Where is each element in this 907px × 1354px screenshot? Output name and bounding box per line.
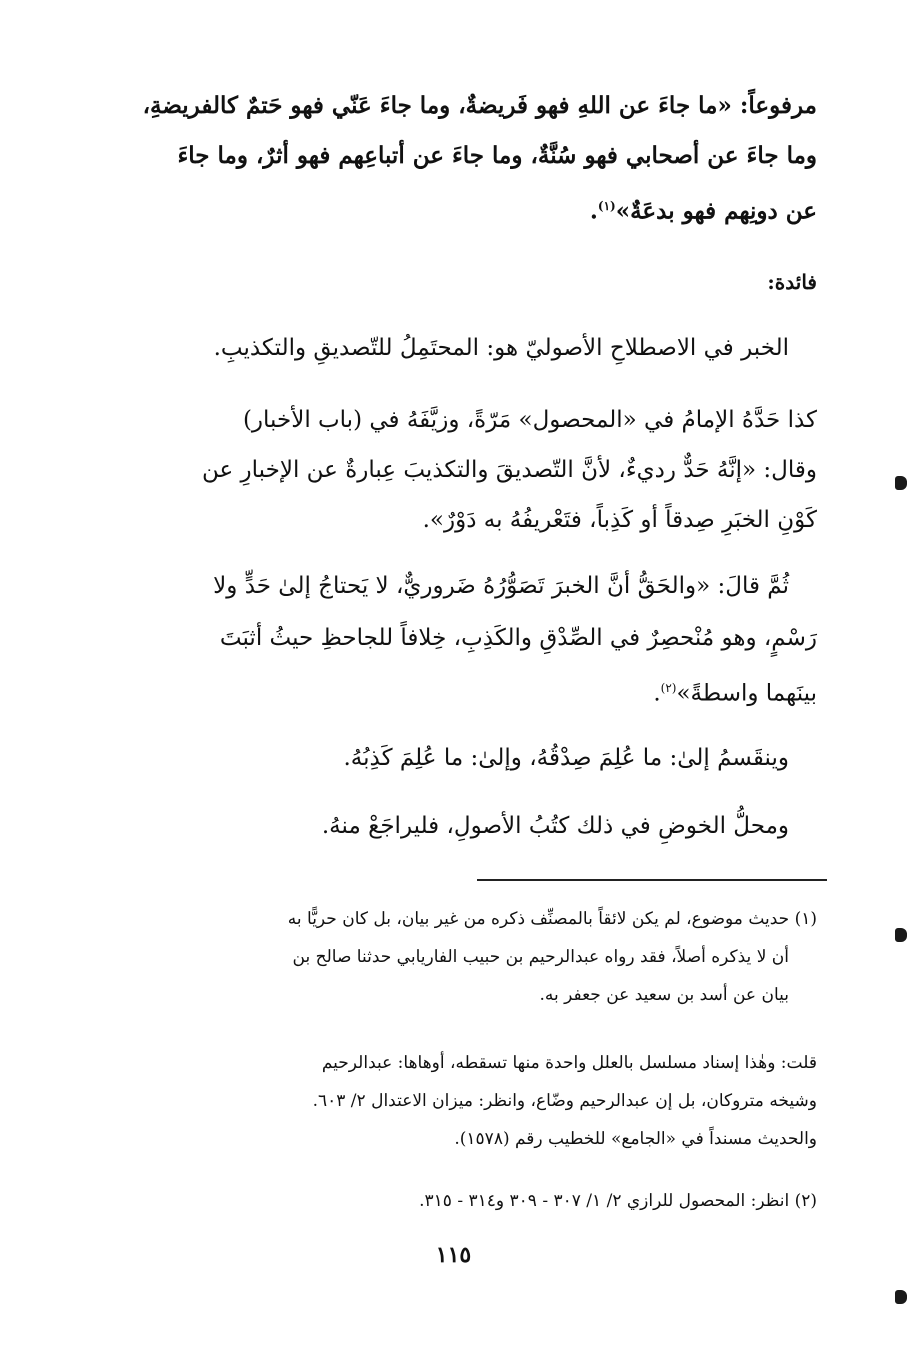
scan-edge-mark — [895, 928, 907, 942]
footnote-ref-2: (٢) — [660, 681, 677, 695]
hadith-line-1: مرفوعاً: «ما جاءَ عن اللهِ فهو فَريضةٌ، وما جاءَ عَنّي فهو حَتمٌ كالفريضةِ، — [142, 92, 817, 119]
footnote-2-line: (٢) انظر: المحصول للرازي ٢/ ١/ ٣٠٧ - ٣٠٩ و٣١٤ - ٣١٥. — [419, 1191, 817, 1211]
para2-line-1: كذا حَدَّهُ الإمامُ في «المحصول» مَرّةً، وزيَّفَهُ في (باب الأخبار) — [242, 407, 817, 433]
note-line-3: والحديث مسنداً في «الجامع» للخطيب رقم (١٥٧٨). — [454, 1129, 817, 1149]
footnote-1-line-2: أن لا يذكره أصلاً، فقد رواه عبدالرحيم بن حبيب الفاريابي حدثنا صالح بن — [292, 947, 789, 967]
faida-heading: فائدة: — [767, 270, 817, 294]
hadith-line-3 — [590, 188, 817, 230]
para2-line-2: وقال: «إنَّهُ حَدٌّ رديءٌ، لأنَّ التّصديقَ والتكذيبَ عِبارةٌ عن الإخبارِ عن — [202, 457, 817, 483]
note-line-2: وشيخه متروكان، بل إن عبدالرحيم وضّاع، وانظر: ميزان الاعتدال ٢/ ٦٠٣. — [312, 1091, 817, 1111]
footnote-separator — [477, 879, 827, 881]
para5-line: ومحلُّ الخوضِ في ذلك كتُبُ الأصولِ، فليراجَعْ منهُ. — [321, 813, 789, 839]
footnote-1-line-1: (١) حديث موضوع، لم يكن لائقاً بالمصنِّف ذكره من غير بيان، بل كان حريًّا به — [287, 909, 817, 929]
footnote-1-line-3: بيان عن أسد بن سعيد عن جعفر به. — [539, 985, 789, 1005]
para4-line: وينقَسمُ إلىٰ: ما عُلِمَ صِدْقُهُ، وإلىٰ: ما عُلِمَ كَذِبُهُ. — [343, 745, 789, 771]
para3-line-3 — [653, 670, 817, 712]
para3-line-3-text: بينَهما واسطةً» — [676, 680, 817, 707]
page-number: ١١٥ — [435, 1242, 472, 1268]
definition-line: الخبر في الاصطلاحِ الأصوليّ هو: المحتَمِلُ للتّصديقِ والتكذيبِ. — [213, 335, 789, 361]
scan-edge-mark — [895, 1290, 907, 1304]
hadith-line-3-text: عن دونِهم فهو بدعَةٌ» — [615, 197, 817, 225]
hadith-line-3-end: . — [589, 197, 598, 225]
para3-line-1: ثُمَّ قالَ: «والحَقُّ أنَّ الخبرَ تَصَوُّرُهُ ضَروريٌّ، لا يَحتاجُ إلىٰ حَدٍّ ولا — [213, 573, 789, 599]
para3-line-2: رَسْمٍ، وهو مُنْحصِرٌ في الصِّدْقِ والكَذِبِ، خِلافاً للجاحظِ حيثُ أثبَتَ — [219, 625, 817, 651]
para2-line-3: كَوْنِ الخبَرِ صِدقاً أو كَذِباً، فتَعْريفُهُ به دَوْرٌ». — [422, 507, 817, 533]
hadith-line-2: وما جاءَ عن أصحابي فهو سُنَّةٌ، وما جاءَ عن أتباعِهم فهو أثرٌ، وما جاءَ — [177, 142, 817, 169]
scan-edge-mark — [895, 476, 907, 490]
note-line-1: قلت: وهٰذا إسناد مسلسل بالعلل واحدة منها تسقطه، أوهاها: عبدالرحيم — [321, 1053, 817, 1073]
para3-line-3-end: . — [653, 680, 661, 707]
footnote-ref-1: (١) — [597, 199, 616, 213]
